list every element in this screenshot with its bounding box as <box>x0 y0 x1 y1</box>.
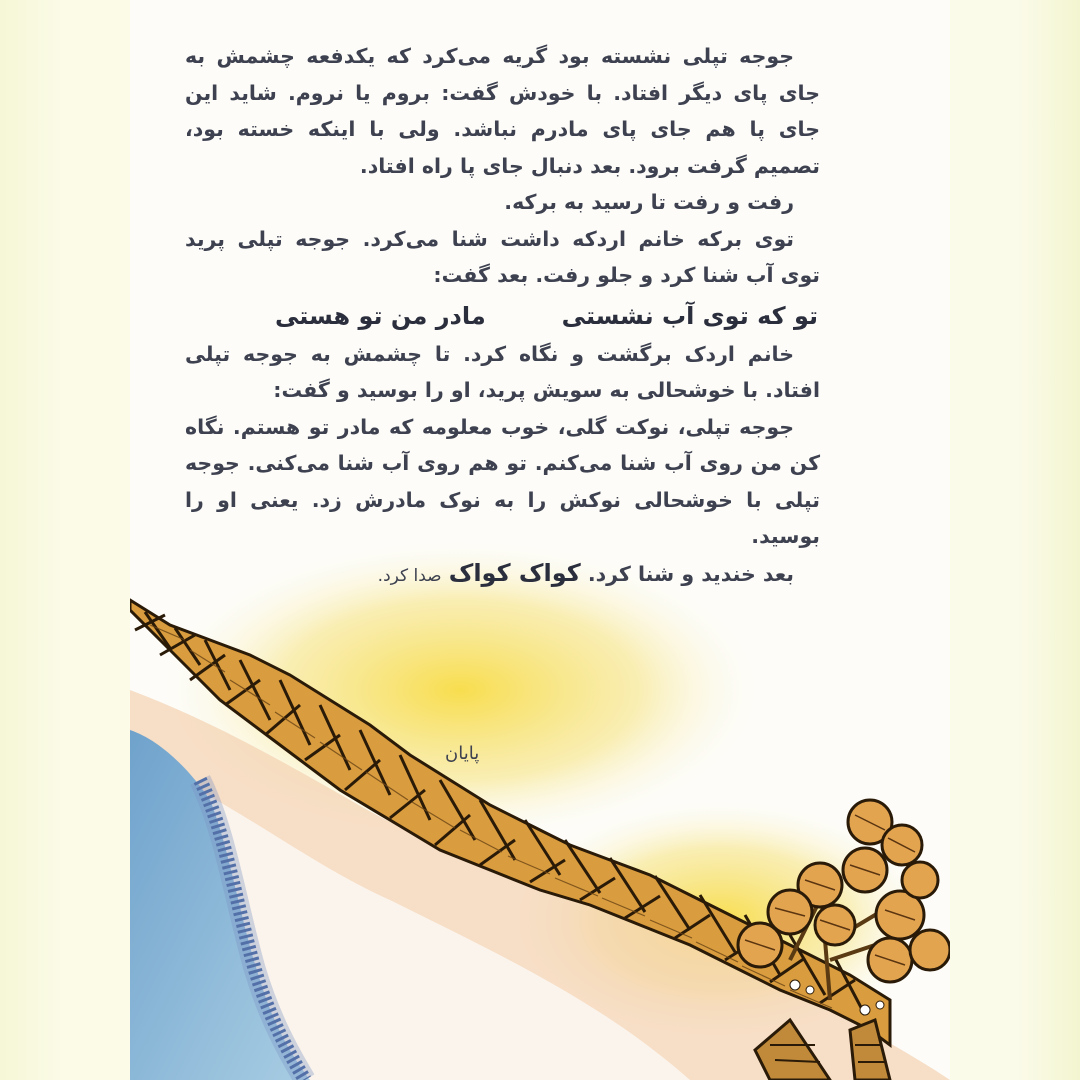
story-line: جوجه تپلی، نوکت گلی، خوب معلومه که مادر تو هستم. نگاه <box>185 414 794 439</box>
the-end-label: پایان <box>445 743 480 764</box>
story-line: رفت و رفت تا رسید به برکه. <box>504 190 794 214</box>
story-line: توی آب شنا کرد و جلو رفت. بعد گفت: <box>433 263 820 287</box>
story-line: جای پا هم جای پای مادرم نباشد. ولی با اینکه خسته بود، <box>185 117 820 141</box>
story-text <box>185 38 820 594</box>
story-line: افتاد. با خوشحالی به سویش پرید، او را بوسید و گفت: <box>273 378 820 402</box>
story-line: بوسید. <box>751 524 820 548</box>
verse <box>185 296 820 336</box>
story-line: تپلی با خوشحالی نوکش را به نوک مادرش زد. یعنی او را <box>185 487 820 512</box>
verse-part-2: مادر من تو هستی <box>275 301 486 330</box>
verse-part-1: تو که توی آب نشستی <box>561 301 818 330</box>
story-last-line <box>185 555 820 595</box>
story-line: کن من روی آب شنا می‌کنم. تو هم روی آب شنا می‌کنی. جوجه <box>185 451 820 475</box>
quack-word: کواک کواک <box>448 558 581 587</box>
story-line: جای پای دیگر افتاد. با خودش گفت: بروم یا نروم. شاید این <box>185 80 820 105</box>
story-line: تصمیم گرفت برود. بعد دنبال جای پا راه افتاد. <box>359 153 820 178</box>
story-line: خانم اردک برگشت و نگاه کرد. تا چشمش به جوجه تپلی <box>185 341 794 366</box>
last-line-after: صدا کرد. <box>377 565 442 586</box>
book-page <box>130 0 950 1080</box>
story-line: توی برکه خانم اردکه داشت شنا می‌کرد. جوجه تپلی پرید <box>185 226 794 251</box>
last-line-before: بعد خندید و شنا کرد. <box>587 561 794 586</box>
story-line: جوجه تپلی نشسته بود گریه می‌کرد که یکدفعه چشمش به <box>185 44 794 68</box>
